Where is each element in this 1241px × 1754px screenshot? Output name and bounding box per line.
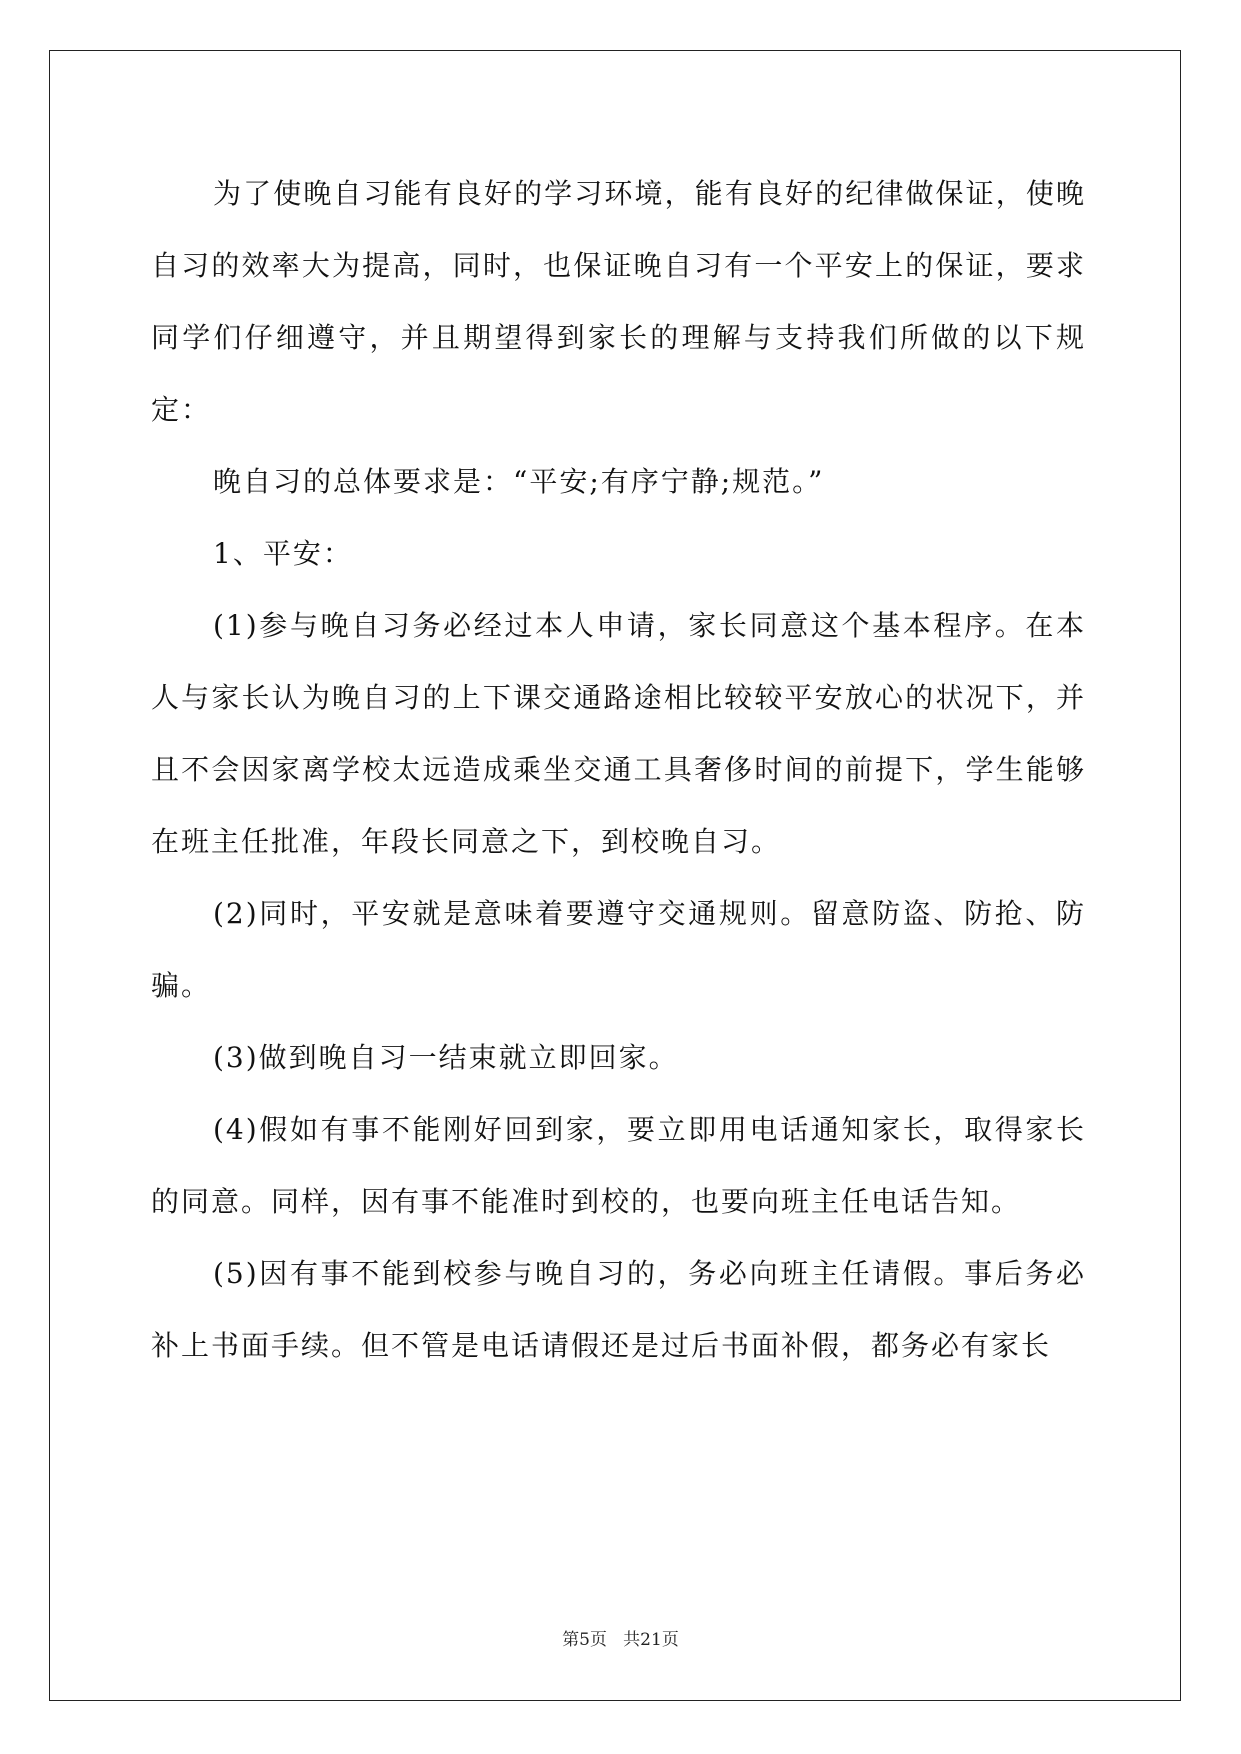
paragraph-general-requirement: 晚自习的总体要求是：“平安;有序宁静;规范。” xyxy=(213,465,825,498)
paragraph-item-5: (5)因有事不能到校参与晚自习的，务必向班主任请假。事后务必补上书面手续。但不管是电话请假还是过后书面补假，都务必有家长 xyxy=(151,1257,1086,1362)
paragraph-intro: 为了使晚自习能有良好的学习环境，能有良好的纪律做保证，使晚自习的效率大为提高，同时，也保证晚自习有一个平安上的保证，要求同学们仔细遵守，并且期望得到家长的理解与支持我们所做的以下规定： xyxy=(151,177,1086,426)
page-number-text: 第5页 共21页 xyxy=(562,1630,679,1650)
paragraph-item-4: (4)假如有事不能刚好回到家，要立即用电话通知家长，取得家长的同意。同样，因有事不能准时到校的，也要向班主任电话告知。 xyxy=(151,1113,1086,1218)
page-number-footer xyxy=(0,1625,1241,1650)
heading-safety: 1、平安： xyxy=(213,537,353,570)
paragraph-item-3: (3)做到晚自习一结束就立即回家。 xyxy=(213,1041,679,1074)
paragraph-item-1: (1)参与晚自习务必经过本人申请，家长同意这个基本程序。在本人与家长认为晚自习的上下课交通路途相比较较平安放心的状况下，并且不会因家离学校太远造成乘坐交通工具奢侈时间的前提下，学生能够在班主任批准，年段长同意之下，到校晚自习。 xyxy=(151,609,1086,858)
paragraph-item-2: (2)同时，平安就是意味着要遵守交通规则。留意防盗、防抢、防骗。 xyxy=(151,897,1086,1002)
document-body xyxy=(151,158,1086,1382)
